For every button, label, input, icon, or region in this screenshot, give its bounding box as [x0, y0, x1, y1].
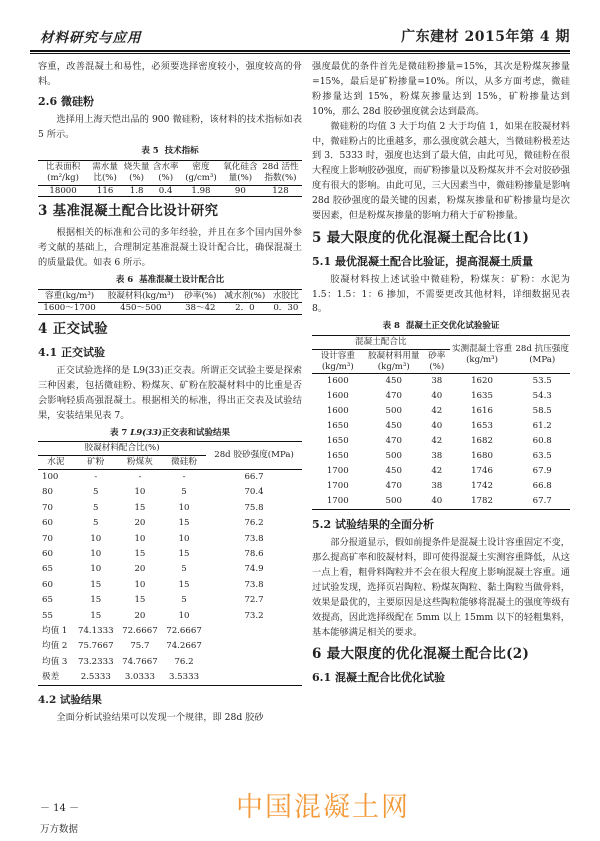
table-7-stat-cell: 76.2	[174, 656, 194, 667]
header-rule	[30, 50, 570, 52]
journal-section: 材料研究与应用	[40, 30, 142, 46]
section-4-1-paragraph: 正交试验选择的是 L9(33)正交表。所谓正交试验主要是探索三种因素，包括微硅粉、粉煤灰、矿粉在胶凝材料中的比重是否会影响轻质高强混凝土。根据相关的标准，得出正交表及试验结果，安装结果见表 7。	[38, 364, 302, 421]
table-8-cell: 61.2	[532, 421, 552, 432]
table-row	[38, 624, 302, 639]
table-8-measured-header: 实测混凝土容重(kg/m³)	[450, 336, 515, 374]
table-7-cell: 15	[134, 549, 146, 560]
table-5-cell: 0.4	[158, 185, 173, 196]
table-6-header: 减水剂(%)	[220, 289, 270, 303]
table-7-cell: 60	[42, 518, 53, 529]
table-7-stat-cell: 72.6667	[122, 625, 158, 636]
table-7-stat-cell: 75.7	[130, 641, 150, 652]
table-8-cell: 40	[431, 421, 443, 432]
table-7-group-header: 胶凝材料配合比(%)	[38, 442, 206, 456]
table-8-cell: 40	[431, 391, 443, 402]
table-7-body	[38, 469, 302, 623]
table-8-strength-header: 28d 抗压强度(MPa)	[514, 336, 570, 374]
table-7-strength-header: 28d 胶砂强度(MPa)	[206, 442, 302, 469]
table-row	[312, 389, 570, 404]
table-7-cell: 10	[90, 564, 102, 575]
table-row	[312, 479, 570, 494]
table-8-cell: 470	[385, 436, 402, 447]
table-7-label: 表 7	[109, 427, 128, 438]
table-7-cell: 73.8	[244, 579, 264, 590]
table-7-stat-cell: 73.2333	[78, 656, 114, 667]
table-7-cell: -	[138, 472, 142, 483]
table-8-cell: 42	[431, 406, 443, 417]
table-7-stat-cell: 3.0333	[124, 672, 155, 683]
table-8-cell: 1616	[471, 406, 493, 417]
table-7-cell: 76.2	[244, 518, 264, 529]
section-2-6-title: 2.6 微硅粉	[38, 94, 94, 108]
table-7-cell: 65	[42, 564, 53, 575]
table-7-header: 水泥	[38, 456, 74, 470]
results-paragraph-1: 强度最优的条件首先是微硅粉掺量=15%，其次是粉煤灰掺量=15%，最后是矿粉掺量=10%。所以，从多方面考虑，微硅粉掺量达到 15%，粉煤灰掺量达到 15%，矿粉掺量达到 10%，那么 28d 胶砂强度就会达到最高。	[312, 61, 570, 117]
table-7-cell: 100	[42, 472, 59, 483]
table-6-title: 基准混凝土设计配合比	[139, 274, 225, 285]
table-7-cell: 15	[178, 549, 190, 560]
table-7-cell: 65	[42, 595, 53, 606]
section-4-title: 4 正交试验	[38, 321, 108, 338]
table-7-header: 微硅粉	[162, 456, 206, 470]
table-8-cell: 1746	[471, 466, 493, 477]
table-5-header: 比表面积(m²/kg)	[38, 161, 88, 185]
table-7-cell: 15	[90, 610, 102, 621]
table-7-cell: 5	[181, 487, 187, 498]
table-row	[38, 547, 302, 562]
table-8-body	[312, 374, 570, 510]
section-4-1-title: 4.1 正交试验	[38, 346, 105, 360]
table-7-stat-cell: 72.6667	[166, 625, 202, 636]
table-row	[38, 485, 302, 500]
table-row	[38, 670, 302, 686]
table-8-cell: 450	[385, 376, 402, 387]
table-6-cell: 2．0	[235, 303, 255, 314]
table-row	[38, 469, 302, 485]
table-8-cell: 67.9	[532, 466, 552, 477]
table-7-cell: 20	[134, 564, 146, 575]
table-7-cell: 73.2	[244, 610, 264, 621]
table-5-header: 需水量比(%)	[88, 161, 122, 185]
table-7-cell: 60	[42, 579, 53, 590]
table-7-cell: 15	[90, 595, 102, 606]
table-6-cell: 450～500	[120, 303, 162, 314]
table-8-cell: 1680	[471, 451, 493, 462]
table-7-cell: 80	[42, 487, 53, 498]
table-7-caption	[38, 427, 302, 441]
table-7-stat-cell: 75.7667	[78, 641, 114, 652]
table-8-cell: 38	[431, 481, 443, 492]
table-8-cell: 1742	[471, 481, 493, 492]
table-7	[38, 441, 302, 686]
table-7-cell: 5	[93, 518, 99, 529]
table-8-cell: 60.8	[532, 436, 552, 447]
table-8-header: 胶凝材料用量(kg/m³)	[364, 349, 424, 373]
table-7-cell: 10	[134, 487, 146, 498]
table-7-cell: 73.8	[244, 533, 264, 544]
left-column	[38, 60, 302, 726]
table-7-stat-cell: 3.5333	[168, 672, 200, 683]
table-7-cell: 15	[134, 502, 146, 513]
section-3-paragraph: 根据相关的标准和公司的多年经验，并且在多个国内国外参考文献的基础上，合理制定基准混凝土设计配合比，确保混凝土的质量最优。如表 6 所示。	[38, 227, 302, 269]
table-7-cell: 70	[42, 502, 53, 513]
table-7-stat-cell: 均值 2	[42, 641, 68, 652]
section-5-1-title: 5.1 最优混凝土配合比验证，提高混凝土质量	[312, 254, 533, 268]
table-7-stat-cell: 74.2667	[166, 641, 202, 652]
table-8-cell: 40	[431, 496, 443, 507]
section-5-title: 5 最大限度的优化混凝土配合比(1)	[312, 229, 530, 246]
table-row	[38, 516, 302, 531]
table-7-cell: -	[182, 472, 186, 483]
table-8-cell: 470	[385, 391, 402, 402]
table-8-cell: 53.5	[532, 376, 552, 387]
table-8	[312, 335, 570, 510]
table-8-header: 砂率(%)	[424, 349, 450, 373]
table-row	[38, 593, 302, 608]
intro-paragraph: 容重，改善混凝土和易性，必须要选择密度较小，强度较高的骨料。	[38, 61, 302, 87]
table-6	[38, 289, 302, 315]
table-7-stat-cell: 均值 1	[42, 625, 68, 636]
table-8-cell: 1600	[326, 376, 349, 387]
page-header	[30, 0, 570, 62]
table-7-cell: 10	[90, 533, 102, 544]
table-5	[38, 160, 302, 197]
table-7-stats	[38, 624, 302, 686]
table-7-cell: 15	[134, 595, 146, 606]
table-8-cell: 63.5	[532, 451, 552, 462]
table-6-label: 表 6	[115, 274, 134, 285]
table-7-cell: 70.4	[244, 487, 264, 498]
section-5-2-paragraph: 部分报道显示，假如前提条件是混凝土设计容重固定不变，那么提高矿率和胶凝材料，即可使得混凝土实测容重降低，从这一点上看，粗骨料陶粒并不会在很大程度上影响混凝土容重。通过试验发现，选择页岩陶粒、粉煤灰陶粒、黏土陶粒当做骨料，效果是最优的，主要原因是这些陶粒能够将混凝土的强度等级有效提高，因此选择级配在 5mm 以上 15mm 以下的轻粗集料，基本能够满足相关的要求。	[312, 537, 570, 638]
table-row	[38, 531, 302, 546]
table-7-cell: 15	[178, 579, 190, 590]
section-5-1-paragraph: 胶凝材料按上述试验中微硅粉，粉煤灰：矿粉：水泥为 1.5：1.5：1：6 掺加，不需要更改其他材料，详细数据见表 8。	[312, 273, 570, 315]
table-7-cell: 10	[134, 533, 146, 544]
table-8-cell: 1700	[326, 496, 349, 507]
table-row	[38, 185, 302, 197]
table-6-caption	[38, 274, 302, 288]
table-8-cell: 42	[431, 466, 443, 477]
table-7-header: 粉煤灰	[118, 456, 162, 470]
header-rule-thin	[30, 53, 570, 54]
table-8-title: 混凝土正交优化试验验证	[405, 321, 500, 332]
table-8-cell: 500	[385, 406, 402, 417]
table-8-cell: 500	[385, 451, 402, 462]
table-6-header: 胶凝材料(kg/m³)	[101, 289, 180, 303]
table-6-cell: 1600～1700	[43, 303, 96, 314]
table-5-cell: 90	[234, 185, 246, 196]
table-8-cell: 470	[385, 481, 402, 492]
table-7-cell: 5	[181, 595, 187, 606]
table-7-cell: 60	[42, 549, 53, 560]
table-7-cell: 20	[134, 610, 146, 621]
table-row	[38, 654, 302, 669]
table-8-cell: 500	[385, 496, 402, 507]
table-5-caption	[38, 145, 302, 159]
section-4-2-paragraph: 全面分析试验结果可以发现一个规律，即 28d 胶砂	[56, 712, 264, 724]
table-8-cell: 450	[385, 421, 402, 432]
table-8-cell: 1782	[471, 496, 493, 507]
table-8-cell: 54.3	[532, 391, 552, 402]
table-row	[38, 577, 302, 592]
section-5-2-title: 5.2 试验结果的全面分析	[312, 518, 434, 532]
table-8-cell: 1620	[471, 376, 493, 387]
table-5-header: 密度(g/cm³)	[180, 161, 222, 185]
section-6-title: 6 最大限度的优化混凝土配合比(2)	[312, 646, 530, 663]
table-7-header: 矿粉	[74, 456, 118, 470]
table-row	[312, 374, 570, 390]
table-8-cell: 1600	[326, 391, 349, 402]
table-row	[312, 494, 570, 510]
table-8-cell: 1700	[326, 466, 349, 477]
table-8-cell: 1700	[326, 481, 349, 492]
table-8-header: 设计容重(kg/m³)	[312, 349, 364, 373]
table-5-label: 表 5	[141, 146, 159, 157]
table-7-cell: 20	[134, 518, 146, 529]
section-4-2-title: 4.2 试验结果	[38, 694, 102, 707]
table-6-header: 水胶比	[270, 289, 302, 303]
table-7-cell: 75.8	[244, 502, 264, 513]
watermark-text: 中国混凝土网	[236, 792, 410, 823]
page-number: － 14 －	[40, 803, 80, 814]
table-8-cell: 1650	[326, 451, 349, 462]
table-7-cell: 78.6	[244, 549, 264, 560]
table-6-cell: 38～42	[185, 303, 216, 314]
table-6-header: 砂率(%)	[181, 289, 221, 303]
right-column	[312, 60, 570, 689]
table-7-stat-cell: 74.7667	[122, 656, 158, 667]
section-2-6-paragraph: 选择用上海天恺出品的 900 微硅粉，该材料的技术指标如表 5 所示。	[38, 113, 302, 140]
table-7-cell: 5	[93, 502, 99, 513]
table-row	[312, 404, 570, 419]
table-8-cell: 42	[431, 436, 443, 447]
table-8-cell: 66.8	[532, 481, 552, 492]
table-8-cell: 1650	[326, 436, 349, 447]
table-row	[38, 501, 302, 516]
table-8-cell: 38	[431, 376, 443, 387]
table-5-header: 含水率(%)	[151, 161, 180, 185]
table-row	[38, 639, 302, 654]
table-5-cell: 1.8	[129, 185, 144, 196]
table-7-stat-cell: 均值 3	[42, 656, 68, 667]
table-7-cell: 10	[178, 502, 190, 513]
table-5-cell: 128	[272, 185, 289, 196]
table-7-stat-cell: 极差	[42, 672, 60, 683]
table-row	[312, 419, 570, 434]
table-8-cell: 1653	[471, 421, 493, 432]
table-8-cell: 1635	[471, 391, 493, 402]
table-7-cell: 5	[93, 487, 99, 498]
table-5-header: 烧失量(%)	[122, 161, 151, 185]
table-7-cell: 74.9	[244, 564, 264, 575]
table-8-cell: 1600	[326, 406, 349, 417]
table-8-cell: 67.7	[532, 496, 552, 507]
table-5-header: 氧化硅含量(%)	[222, 161, 259, 185]
table-7-cell: 5	[181, 564, 187, 575]
table-8-cell: 450	[385, 466, 402, 477]
table-7-cell: -	[94, 472, 98, 483]
table-7-cell: 15	[90, 579, 102, 590]
table-7-cell: 55	[42, 610, 53, 621]
table-row	[38, 562, 302, 577]
table-row	[38, 303, 302, 315]
table-8-label: 表 8	[382, 321, 400, 332]
table-7-cell: 72.7	[244, 595, 264, 606]
section-3-title: 3 基准混凝土配合比设计研究	[38, 203, 219, 220]
table-row	[312, 449, 570, 464]
table-7-stat-cell: 74.1333	[78, 625, 114, 636]
table-7-cell: 10	[90, 549, 102, 560]
table-7-cell: 66.7	[244, 472, 264, 483]
section-6-1-title: 6.1 混凝土配合比优化试验	[312, 671, 445, 685]
table-row	[38, 608, 302, 623]
table-7-cell: 10	[134, 579, 146, 590]
table-7-title: 正交表和试验结果	[162, 427, 231, 438]
table-7-stat-cell: 2.5333	[80, 672, 111, 683]
table-row	[312, 464, 570, 479]
table-5-cell: 116	[96, 185, 114, 196]
table-8-group-header: 混凝土配合比	[312, 336, 450, 350]
table-row	[312, 434, 570, 449]
table-6-cell: 0．30	[273, 303, 299, 314]
table-5-title: 技术指标	[164, 146, 199, 157]
results-paragraph-2: 微硅粉的均值 3 大于均值 2 大于均值 1，如果在胶凝材料中，微硅粉占的比重越多，那么强度就会越大，当微硅粉极差达到 3．5333 时，强度也达到了最大值，由此可见，微硅粉在很大程度上影响胶砂强度，而矿粉掺量以及粉煤灰并不会对胶砂强度有很大的影响。由此可见，三大因素当中，微硅粉掺量是影响 28d 胶砂强度的最关键的因素，粉煤灰掺量和矿粉掺量均是次要因素，但是粉煤灰掺量的影响力稍大于矿粉掺量。	[312, 120, 570, 222]
table-8-cell: 1650	[326, 421, 349, 432]
table-7-cell: 10	[178, 610, 190, 621]
table-6-header: 容重(kg/m³)	[38, 289, 101, 303]
table-5-cell: 1.98	[191, 185, 211, 196]
table-7-cell: 15	[178, 518, 190, 529]
table-8-cell: 38	[431, 451, 443, 462]
table-7-design: L9(33)	[130, 427, 163, 438]
table-8-caption	[312, 320, 570, 334]
table-7-cell: 70	[42, 533, 53, 544]
table-7-cell: 10	[178, 533, 190, 544]
journal-issue: 广东建材 2015年第 4 期	[401, 29, 570, 45]
table-5-header: 28d 活性指数(%)	[259, 161, 302, 185]
source-label: 万方数据	[40, 824, 79, 835]
table-8-cell: 58.5	[532, 406, 552, 417]
table-8-cell: 1682	[471, 436, 493, 447]
table-5-cell: 18000	[49, 185, 77, 196]
